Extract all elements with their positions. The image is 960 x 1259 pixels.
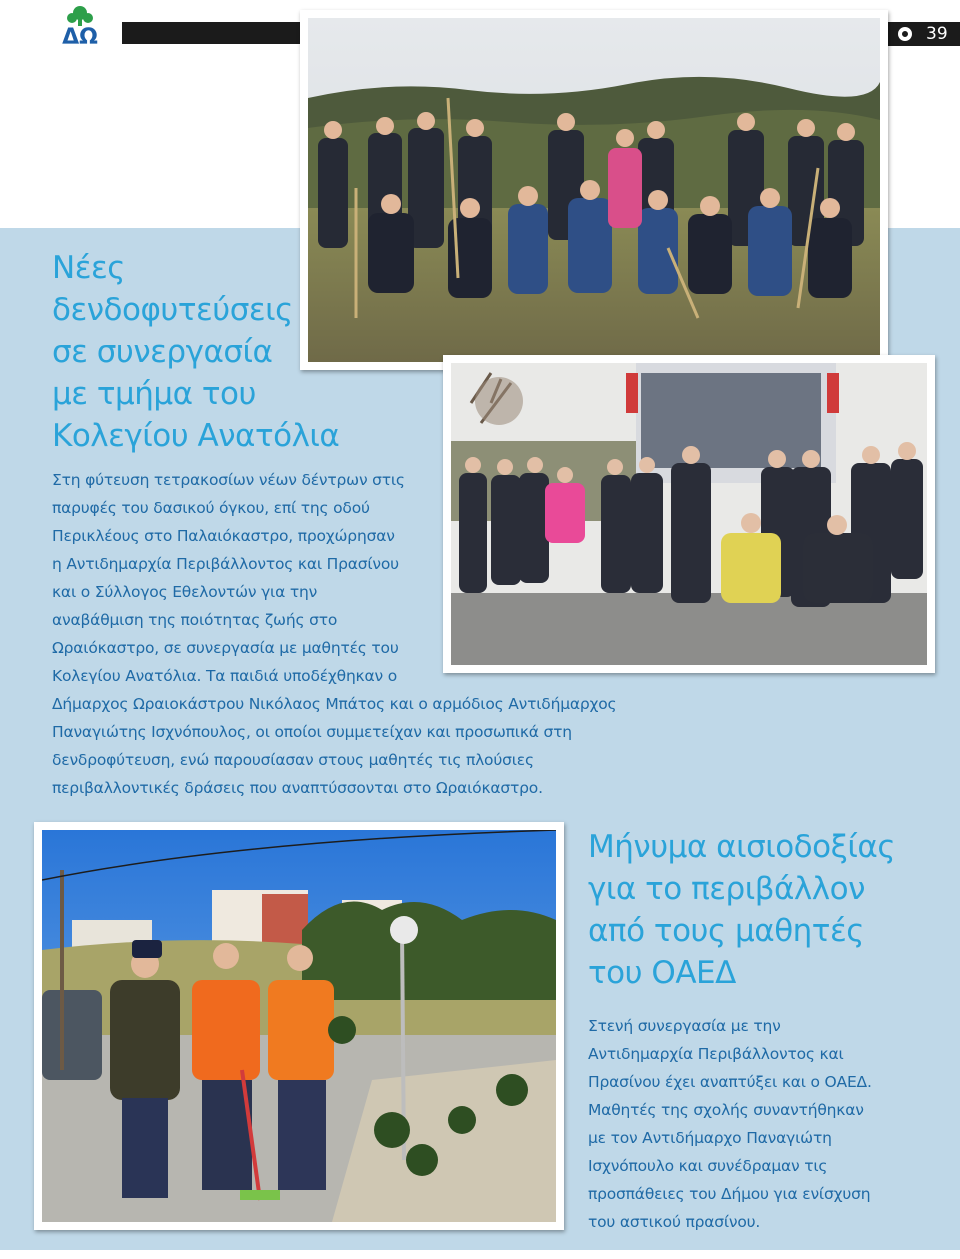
photo-students-planting-image (308, 18, 880, 362)
photo-oaed-students-image (42, 830, 556, 1222)
article2-body-line: προσπάθειες του Δήμου για ενίσχυση (588, 1185, 871, 1203)
photo-students-planting (300, 10, 888, 370)
article2-body-line: Ισχνόπουλο και συνέδραμαν τις (588, 1157, 828, 1175)
bullet-icon (898, 27, 912, 41)
article1-title-line: σε συνεργασία (52, 334, 273, 370)
article2-title-line: για το περιβάλλον (588, 871, 865, 907)
article1-body-line: Στη φύτευση τετρακοσίων νέων δέντρων στις (52, 471, 405, 489)
page-number-badge (888, 22, 960, 46)
article2-title-line: Μήνυμα αισιοδοξίας (588, 829, 896, 865)
header-bar (122, 22, 304, 44)
article1-body-line: Δήμαρχος Ωραιοκάστρου Νικόλαος Μπάτος και ο αρμόδιος Αντιδήμαρχος (52, 695, 617, 713)
article1-body-line: αναβάθμιση της ποιότητας ζωής στο (52, 611, 338, 629)
article2-body-line: του αστικού πρασίνου. (588, 1213, 761, 1231)
article2-body-line: με τον Αντιδήμαρχο Παναγιώτη (588, 1129, 832, 1147)
article1-body-line: η Αντιδημαρχία Περιβάλλοντος και Πρασίνου (52, 555, 399, 573)
article1-body-line: Περικλέους στο Παλαιόκαστρο, προχώρησαν (52, 527, 395, 545)
article2-title-line: από τους μαθητές (588, 913, 864, 949)
article2-body-line: Στενή συνεργασία με την (588, 1017, 781, 1035)
article2-title (588, 826, 948, 994)
article2-body-line: Πρασίνου έχει αναπτύξει και ο ΟΑΕΔ. (588, 1073, 872, 1091)
svg-text:ΔΩ: ΔΩ (62, 25, 98, 46)
article1-body-line: και ο Σύλλογος Εθελοντών για την (52, 583, 318, 601)
article2-body (588, 1012, 908, 1236)
article1-body-line: Κολεγίου Ανατόλια. Τα παιδιά υποδέχθηκαν ο (52, 667, 397, 685)
article1-body-line: Ωραιόκαστρο, σε συνεργασία με μαθητές του (52, 639, 399, 657)
article1-body-line: παρυφές του δασικού όγκου, επί της οδού (52, 499, 370, 517)
article1-body-line: Παναγιώτης Ισχνόπουλος, οι οποίοι συμμετείχαν και προσωπικά στη (52, 723, 572, 741)
article1-title-line: με τμήμα του (52, 376, 256, 412)
article1-title-line: Νέες (52, 250, 125, 286)
article2-body-line: Μαθητές της σχολής συναντήθηκαν (588, 1101, 864, 1119)
article2-title-line: του ΟΑΕΔ (588, 955, 736, 991)
photo-oaed-students (34, 822, 564, 1230)
article1-title (52, 247, 352, 457)
article1-body-line: περιβαλλοντικές δράσεις που αναπτύσσονται στο Ωραιόκαστρο. (52, 779, 543, 797)
municipality-logo (50, 4, 110, 46)
page-number: 39 (926, 24, 948, 44)
article1-body-line: δενδροφύτευση, ενώ παρουσίασαν στους μαθητές τις πλούσιες (52, 751, 534, 769)
article1-title-line: Κολεγίου Ανατόλια (52, 418, 340, 454)
article2-body-line: Αντιδημαρχία Περιβάλλοντος και (588, 1045, 844, 1063)
article1-title-line: δενδοφυτεύσεις (52, 292, 293, 328)
article1-body (52, 466, 652, 802)
